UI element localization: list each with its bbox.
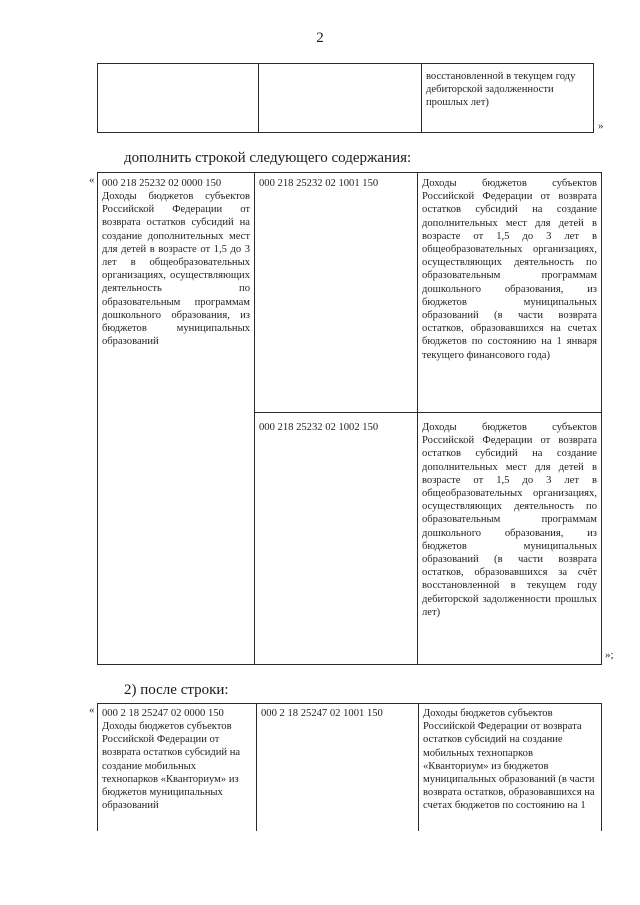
closing-quote: » xyxy=(598,120,604,132)
table-cell-description: Доходы бюджетов субъектов Российской Федерации от возврата остатков субсидий на создание дополнительных мест для детей в возрасте от 1,5 до 3 лет в общеобразовательных организациях, осуществляющих деятельность по образовательным программам дошкольного образования, из бюджетов муниципальных образований (в части возврата остатков, образовавшихся на счетах бюджетов по состоянию на 1 января текущего финансового года) xyxy=(422,178,597,361)
table-cell-description: Доходы бюджетов субъектов Российской Федерации от возврата остатков субсидий на создание мобильных технопарков «Кванториум» из бюджетов муниципальных образований (в части возврата остатков, образовавшихся на счетах бюджетов по состоянию на 1 xyxy=(423,708,595,812)
section-heading: дополнить строкой следующего содержания: xyxy=(124,150,412,166)
section-heading: 2) после строки: xyxy=(124,682,229,698)
table-cell-code: 000 218 25232 02 1002 150 xyxy=(259,422,379,433)
page-number: 2 xyxy=(316,30,324,46)
opening-quote: « xyxy=(89,704,95,716)
opening-quote: « xyxy=(89,174,95,186)
top-table-cell-text: восстановленной в текущем году дебиторской задолженности прошлых лет) xyxy=(426,71,576,109)
table-cell-code: 000 218 25232 02 0000 150 xyxy=(102,178,222,189)
closing-quote: »; xyxy=(605,649,614,661)
table-cell-description: Доходы бюджетов субъектов Российской Федерации от возврата остатков субсидий на создание дополнительных мест для детей в возрасте от 1,5 до 3 лет в общеобразовательных организациях, осуществляющих деятельность по образовательным программам дошкольного образования, из бюджетов муниципальных образований xyxy=(102,191,250,348)
table-cell-description: Доходы бюджетов субъектов Российской Федерации от возврата остатков субсидий на создание дополнительных мест для детей в возрасте от 1,5 до 3 лет в общеобразовательных организациях, осуществляющих деятельность по образовательным программам дошкольного образования, из бюджетов муниципальных образований (в части возврата остатков, образовавшихся за счёт восстановленной в текущем году дебиторской задолженности прошлых лет) xyxy=(422,422,597,618)
table-cell-code: 000 218 25232 02 1001 150 xyxy=(259,178,379,189)
table-cell-description: Доходы бюджетов субъектов Российской Федерации от возврата остатков субсидий на создание мобильных технопарков «Кванториум» из бюджетов муниципальных образований xyxy=(102,721,241,812)
table-cell-code: 000 2 18 25247 02 0000 150 xyxy=(102,708,224,719)
table-cell-code: 000 2 18 25247 02 1001 150 xyxy=(261,708,383,719)
